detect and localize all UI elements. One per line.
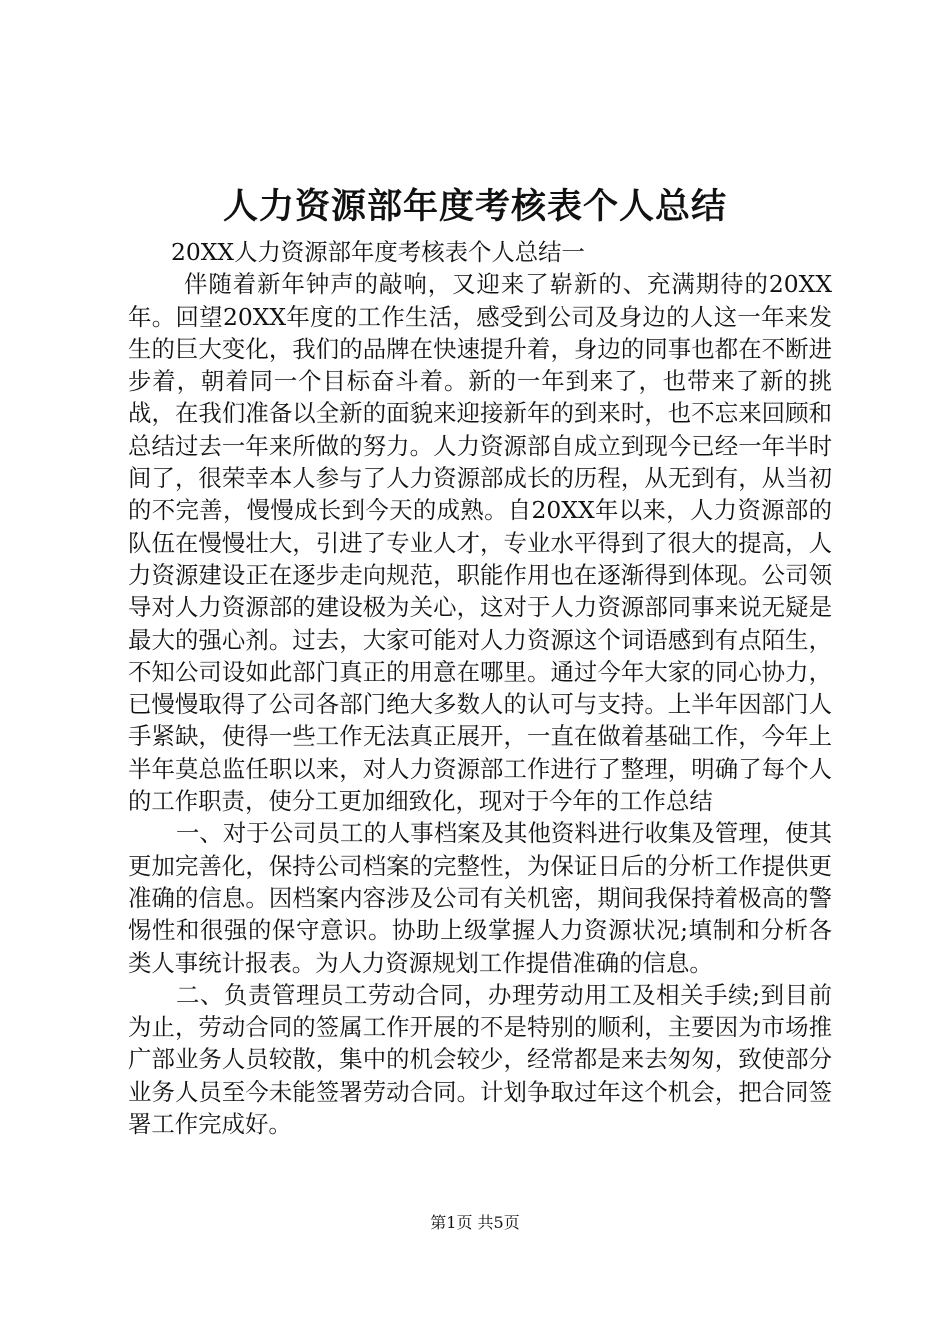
paragraph-item-1: 一、对于公司员工的人事档案及其他资料进行收集及管理，使其更加完善化，保持公司档案的完整性，为保证日后的分析工作提供更准确的信息。因档案内容涉及公司有关机密，期间我保持着极高的警惕性和很强的保守意识。协助上级掌握人力资源状况;填制和分析各类人事统计报表。为人力资源规划工作提借准确的信息。 — [128, 819, 832, 977]
document-body — [128, 236, 832, 1140]
paragraph-intro: 伴随着新年钟声的敲响，又迎来了崭新的、充满期待的20XX年。回望20XX年度的工作生活，感受到公司及身边的人这一年来发生的巨大变化，我们的品牌在快速提升着，身边的同事也都在不断进步着，朝着同一个目标奋斗着。新的一年到来了，也带来了新的挑战，在我们准备以全新的面貌来迎接新年的到来时，也不忘来回顾和总结过去一年来所做的努力。人力资源部自成立到现今已经一年半时间了，很荣幸本人参与了人力资源部成长的历程，从无到有，从当初的不完善，慢慢成长到今天的成熟。自20XX年以来，人力资源部的队伍在慢慢壮大，引进了专业人才，专业水平得到了很大的提高，人力资源建设正在逐步走向规范，职能作用也在逐渐得到体现。公司领导对人力资源部的建设极为关心，这对于人力资源部同事来说无疑是最大的强心剂。过去，大家可能对人力资源这个词语感到有点陌生，不知公司设如此部门真正的用意在哪里。通过今年大家的同心协力，已慢慢取得了公司各部门绝大多数人的认可与支持。上半年因部门人手紧缺，使得一些工作无法真正展开，一直在做着基础工作，今年上半年莫总监任职以来，对人力资源部工作进行了整理，明确了每个人的工作职责，使分工更加细致化，现对于今年的工作总结 — [128, 270, 832, 816]
page-footer: 第1页 共5页 — [430, 1213, 520, 1232]
paragraph-item-2: 二、负责管理员工劳动合同，办理劳动用工及相关手续;到目前为止，劳动合同的签属工作开展的不是特别的顺利，主要因为市场推广部业务人员较散，集中的机会较少，经常都是来去匆匆，致使部分业务人员至今未能签署劳动合同。计划争取过年这个机会，把合同签署工作完成好。 — [128, 980, 832, 1139]
document-subtitle: 20XX人力资源部年度考核表个人总结一 — [171, 238, 585, 266]
document-title: 人力资源部年度考核表个人总结 — [222, 186, 727, 227]
